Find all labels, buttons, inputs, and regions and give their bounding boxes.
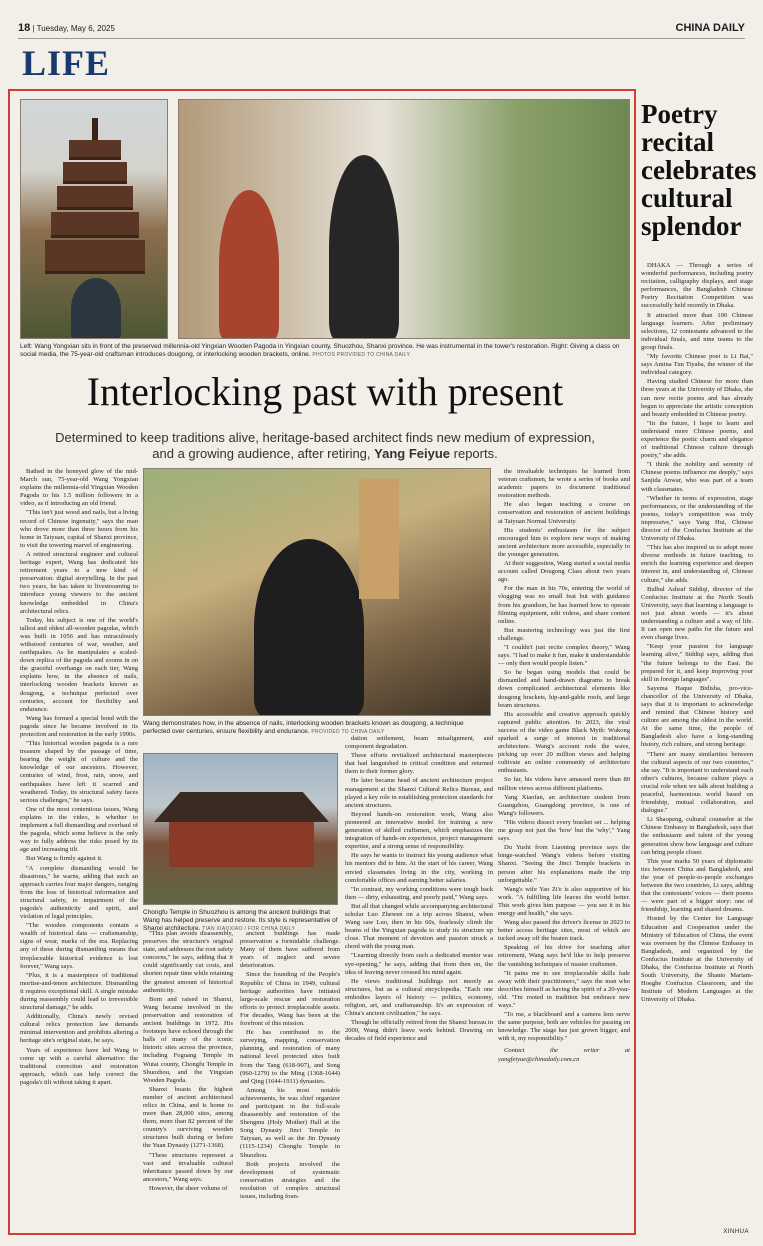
- paragraph: For the man in his 70s, entering the world of vlogging was no small feat but with guidance from his grandson, he has learned how to operate filming equipment, edit videos, and share content online.: [498, 585, 630, 625]
- paragraph: Bathed in the honeyed glow of the mid-March sun, 75-year-old Wang Yongxian explains the millennia-old Yingxian Wooden Pagoda to his 1.5 million followers in a video, as if introducing an old friend.: [20, 468, 138, 508]
- paragraph: "Plus, it is a masterpiece of traditional mortise-and-tenon architecture. Dismantling it requires exceptional skill. A single mistake during reassembly could lead to irreversible structural damage," he adds.: [20, 971, 138, 1012]
- temple-photo: [143, 753, 338, 905]
- paragraph: "I think the nobility and serenity of Chinese poems influence me deeply," says Sanjida Anwar, who was part of a team with classmates.: [641, 461, 753, 493]
- paragraph: ancient buildings has made preservation a formidable challenge. Many of them have suffered from years of neglect and severe deterioration.: [240, 930, 340, 970]
- paragraph: "This historical wooden pagoda is a rare treasure shaped by the passage of time, bearing the weight of culture and the knowledge of our ancestors. However, centuries of wind, frost, rain, snow, and earthquakes have left it scarred and weathered. Today, its structural safety faces serious challenges," he says.: [20, 740, 138, 804]
- paragraph: Shanxi boasts the highest number of ancient architectural relics in China, and is home to more than 28,000 sites, among them, more than 82 percent of the country's surviving wooden structures built during or before the Yuan Dynasty (1271-1368).: [143, 1085, 233, 1150]
- paragraph: "Whether in terms of expression, stage performances, or the understanding of the poems, today's competition was truly impressive," says Yang Hui, Chinese director of the Confucius Institute at the University of Dhaka.: [641, 494, 753, 543]
- paragraph: Li Shaopeng, cultural counselor at the Chinese Embassy in Bangladesh, says that the enthusiasm and talent of the young generation show how language and culture can bring people closer.: [641, 816, 753, 856]
- paragraph: So far, his videos have amassed more than 80 million views across different platforms.: [498, 776, 630, 792]
- paragraph: "A complete dismantling would be disastrous," he warns, adding that such an approach carries four major dangers, ranging from the loss of historical information and structural safety, to impairment of the pagoda's authenticity and spirit, and violation of legal principles.: [20, 864, 138, 921]
- wang-demo-figure: [254, 539, 364, 716]
- paragraph: "The wooden components contain a wealth of historical data — craftsmanship, signs of wear, marks of the era. Replacing any of these during dismantling means that irreplaceable historical evidence is lost forever," Wang says.: [20, 922, 138, 970]
- paragraph: His accessible and creative approach quickly captured public attention. In 2023, the viral success of the video game Black Myth: Wukong sparked a surge of interest in traditional architecture. Wang's account rode the wave, picking up over 20 million views and helping cultivate an online community of architecture enthusiasts.: [498, 710, 630, 775]
- paragraph: Du Yushi from Liaoning province says the binge-watched Wang's videos before visiting Shanxi. "Seeing the Jinci Temple brackets in person after his explanations made the trip unforgettable.": [498, 844, 630, 884]
- page-header: [18, 20, 745, 36]
- paragraph: "This plan avoids disassembly, preserves the structure's original state, and addresses the root safety concerns," he says, adding that it could significantly cut costs, and shorten repair time while retaining the greatest amount of historical authenticity.: [143, 930, 233, 994]
- paragraph: Wang has formed a special bond with the pagoda since he became involved in its protection and restoration in the early 1990s.: [20, 714, 138, 738]
- classroom-photo: [178, 99, 630, 339]
- paragraph: "Keep your passion for language learning alive," Siddiqi says, adding that "the future belongs to the East. Be prepared for it, and keep improving your skill in foreign languages".: [641, 643, 753, 683]
- temple-roof: [154, 792, 329, 822]
- paragraph: But all that changed while accompanying architectural scholar Luo Zhewen on a trip across Shanxi, when Wang saw Luo, then in his 60s, fearlessly climb the beams of the Yingxian pagoda to study its structure up close. That moment of devotion and passion struck a chord with the young man.: [345, 902, 493, 951]
- byline-author: Yang Feiyue: [374, 446, 451, 461]
- paragraph: This year marks 50 years of diplomatic ties between China and Bangladesh, and the year of people-to-people exchanges between the two countries, Li says, adding that the contestants' voices — their poems — were part of a bigger story: one of friendship, learning and shared dreams.: [641, 857, 753, 914]
- paragraph: It attracted more than 100 Chinese language learners. After preliminary selections, 12 contestants advanced to the individual finals, and nine teams to the group finals.: [641, 311, 753, 351]
- bottom-photo-caption: Chongfu Temple in Shuozhou is among the ancient buildings that Wang has helped preserve and restore. Its style is representative of Shanxi architecture. TIAN XIAOXIAO / FOR CHINA DAILY: [143, 909, 338, 932]
- paragraph: Wang also passed the driver's license in 2023 to better access heritage sites, most of which are tucked away off the beaten track.: [498, 919, 630, 943]
- pagoda-photo: [20, 99, 168, 339]
- teacher-figure: [329, 155, 399, 339]
- paragraph: "His videos dissect every bracket set ... helping me grasp not just the 'how' but the 'why'," Yang says.: [498, 818, 630, 843]
- paragraph: He also began teaching a course on conservation and restoration of ancient buildings at Taiyuan Normal University.: [498, 501, 630, 525]
- paragraph: He says he wants to instruct his young audience what his mentors did to him. At the start of his career, Wang envied classmates living in the city, working in comfortable offices and earning better salaries.: [345, 852, 493, 884]
- paragraph: Though he officially retired from the Shanxi bureau in 2000, Wang didn't leave work behind. Drawing on decades of field experience and: [345, 1019, 493, 1043]
- article-column-4: [345, 735, 493, 1230]
- paragraph: Among his most notable achievements, he was chief organizer and participant in the full-scale disassembly and restoration of the Shengmu (Holy Mother) Hall at the Song Dynasty Jinci Temple in Taiyuan, as well as the Jin Dynasty (1115-1234) Chongfu Temple in Shuozhou.: [240, 1086, 340, 1159]
- temple-hall: [169, 822, 314, 867]
- paragraph: DHAKA — Through a series of wonderful performances, including poetry recitation, calligraphy displays, and stage performances, the Bangladesh Chinese Poetry Recitation Competition was successfully held recently in Dhaka.: [641, 262, 753, 310]
- pagoda-illustration: [41, 118, 149, 278]
- paragraph: Speaking of his drive for teaching after retirement, Wang says he'd like to help preserve the vanishing techniques of master craftsmen.: [498, 944, 630, 968]
- paragraph: "This isn't just wood and nails, but a living record of Chinese ingenuity," says the man who drove more than three hours from his home in Taiyuan, capital of Shanxi province, to visit the towering marvel of engineering.: [20, 509, 138, 549]
- paragraph: One of the most contentious issues, Wang explains in the video, is whether to implement a full dismantling and overhaul of the pagoda, which some believe is the only way to fully address the risks posed by its age and increasing tilt.: [20, 805, 138, 854]
- sidebar-headline: Poetry recital celebrates cultural splendor: [641, 99, 757, 241]
- paragraph: "To me, a blackboard and a camera lens serve the same purpose, both are vehicles for passing on knowledge. The stage has just grown bigger, and with it, my responsibility.": [498, 1011, 630, 1043]
- paragraph: "This has also inspired us to adopt more diverse methods in future teaching, to enrich the learning experience and deepen interest in, and understanding of, Chinese culture," she adds.: [641, 544, 753, 584]
- paragraph: "In contrast, my working conditions were tough back then — dirty, exhausting, and poorly paid," Wang says.: [345, 885, 493, 901]
- dougong-photo: [143, 468, 491, 716]
- paragraph: "In the future, I hope to learn and understand more Chinese poems, and experience the poetic charm and elegance of traditional Chinese culture through poetry," she adds.: [641, 419, 753, 460]
- paragraph: Wang's wife Yao Zi'e is also supportive of his work. "A fulfilling life leaves the world better. This work gives him purpose — you see it in his energy and health," she says.: [498, 885, 630, 917]
- paragraph: Beyond hands-on restoration work, Wang also pioneered an innovative model for training a new generation of skilled craftsmen, which emphasizes the integration of hands-on experience, project management expertise, and a strong sense of responsibility.: [345, 810, 493, 851]
- middle-photo-caption: Wang demonstrates how, in the absence of nails, interlocking wooden brackets known as dougong, a technique perfected over centuries, ensure flexibility and endurance. PROVIDED TO CHINA DAILY: [143, 720, 464, 735]
- paragraph: Since the founding of the People's Republic of China in 1949, cultural heritage authorities have initiated large-scale rescue and restoration efforts to protect irreplaceable assets. For decades, Wang has been at the forefront of this mission.: [240, 971, 340, 1028]
- section-title: LIFE: [22, 43, 111, 83]
- paragraph: He has contributed to the surveying, mapping, conservation planning, and restoration of many national level protected sites built from the Tang (618-907), and Song (960-1279) to the Ming (1368-1644) and Qing (1644-1911) dynasties.: [240, 1029, 340, 1085]
- paragraph: Both projects involved the development of systematic conservation strategies and the resolution of complex structural issues, including foun-: [240, 1160, 340, 1200]
- paragraph: So he began using models that could be dismantled and hand-drawn diagrams to break down complicated architectural elements like dougong brackets, hip-and-gable roofs, and large beam structures.: [498, 669, 630, 709]
- paragraph: At their suggestion, Wang started a social media account called Dougong Class about two years ago.: [498, 560, 630, 584]
- paragraph: "I couldn't just recite complex theory," Wang says. "I had to make it fun, make it understandable — only then would people listen.": [498, 643, 630, 668]
- sidebar-column: [641, 262, 753, 1222]
- paragraph: Having studied Chinese for more than three years at the University of Dhaka, she can now recite poems and has already begun to appreciate the artistic conception and beauty embedded in Chinese poetry.: [641, 378, 753, 418]
- paragraph: "These structures represent a vast and invaluable cultural inheritance passed down by our ancestors," Wang says.: [143, 1151, 233, 1183]
- paragraph: He views traditional buildings not merely as structures, but as a cultural encyclopedia. "Each one embodies layers of history — politics, economy, religion, art, and craftsmanship. It's an expression of China's ancient civilization," he says.: [345, 977, 493, 1018]
- paragraph: Born and raised in Shanxi, Wang became involved in the preservation and restoration of ancient buildings in 1972. His footsteps have echoed through the halls of many of the iconic historic sites across the province, including Foguang Temple in Wutai county, Chongfu Temple in Shuozhou, and the Yingxian Wooden Pagoda.: [143, 995, 233, 1084]
- paragraph: He later became head of ancient architecture project management at the Shanxi Cultural Relics Bureau, and played a key role in establishing protection standards for ancient structures.: [345, 777, 493, 809]
- paragraph: "My favorite Chinese poet is Li Bai," says Amina Tun Tiyaba, the winner of the individual category.: [641, 353, 753, 377]
- article-column-1: [20, 468, 138, 1208]
- dougong-model: [359, 479, 399, 599]
- writer-contact: Contact the writer at yangfeiyue@chinadaily.com.cn: [498, 1047, 630, 1063]
- top-photo-caption: Left: Wang Yongxian sits in front of the preserved millennia-old Yingxian Wooden Pagoda in Yingxian county, Shuozhou, Shanxi province. He was instrumental in the tower's restoration. Right: Giving a class on social media, the 75-year-old craftsman introduces dougong, or interlocking wooden brackets, online. PHOTOS PROVIDED TO CHINA DAILY: [20, 343, 620, 358]
- sidebar-source: XINHUA: [723, 1229, 749, 1235]
- header-rule: [18, 38, 745, 39]
- paragraph: However, the sheer volume of: [149, 1184, 228, 1192]
- paragraph: A retired structural engineer and cultural heritage expert, Wang has dedicated his retirement years to a new kind of preservation: digital storytelling. In the past two years, he has taken to livestreaming to introduce young viewers to the ancient knowledge embedded in China's architectural relics.: [20, 550, 138, 615]
- paragraph: Additionally, China's newly revised cultural relics protection law demands minimal intervention and prohibits altering a heritage site's original state, he says.: [20, 1013, 138, 1045]
- paragraph: "There are many similarities between the cultural aspects of our two countries," she say. "It is important to understand each other's cultures, because culture plays a crucial role when we talk about building a peaceful, harmonious world based on friendship, mutual collaboration, and dialogue.": [641, 750, 753, 815]
- paragraph: dation settlement, beam misalignment, and component degradation.: [345, 735, 493, 751]
- paragraph: His students' enthusiasm for the subject encouraged him to explore new ways of making ancient architecture more accessible, especially to the younger generation.: [498, 526, 630, 558]
- paragraph: Yang Xiaofan, an architecture student from Guangzhou, Guangdong province, is one of Wang's followers.: [498, 793, 630, 817]
- paragraph: Sayema Haque Bidisha, pro-vice-chancellor of the University of Dhaka, says that it is important to acknowledge and remind that Chinese history and culture are among the oldest in the world. At the same time, the people of Bangladesh also have a long-standing history, rich culture, and strong heritage.: [641, 684, 753, 749]
- paragraph: Hosted by the Center for Language Education and Cooperation under the Ministry of Education of China, the event was overseen by the Chinese Embassy in Bangladesh, and organized by the Confucius Institute at the University of Dhaka, the Confucius Institute at North South University, the Shanto Mariam-Hoeghe Confucius Classroom, and the Institute of Modern Languages at the University of Dhaka.: [641, 915, 753, 1004]
- paragraph: "Learning directly from such a dedicated mentor was eye-opening," he says, adding that from then on, the idea of leaving never crossed his mind again.: [345, 952, 493, 976]
- paragraph: These efforts revitalized architectural masterpieces that had languished in critical condition and returned them to their former glory.: [345, 752, 493, 776]
- article-column-3: [240, 930, 340, 1230]
- article-column-5: [498, 468, 630, 1233]
- article-column-2: [143, 930, 233, 1230]
- paragraph: the invaluable techniques he learned from veteran craftsmen, he wrote a series of books and academic papers to document traditional restoration methods.: [498, 468, 630, 500]
- headline: Interlocking past with present: [86, 369, 564, 414]
- deck: Determined to keep traditions alive, heritage-based architect finds new medium of expression, and a growing audience, after retiring, Yang Feiyue reports.: [55, 430, 595, 461]
- paragraph: "It pains me to see irreplaceable skills fade away with their practitioners," says the man who describes himself as having the spirit of a 20-year-old. "I'm rooted in tradition but embrace new ways.": [498, 969, 630, 1009]
- paragraph: Years of experience have led Wang to come up with a careful alternative: the traditional correction and restoration approach, which can help correct the pagoda's tilt without taking it apart.: [20, 1046, 138, 1086]
- paragraph: Today, his subject is one of the world's tallest and oldest all-wooden pagodas, which was built in 1056 and has miraculously withstood centuries of war, weather, and earthquakes. As he manipulates a scaled-down replica of the pagoda and zooms in on the graceful overhangs on each tier, Wang explains how, in the absence of nails, interlocking wooden brackets known as dougong, a technique perfected over centuries, account for flexibility and endurance.: [20, 616, 138, 713]
- page-info: 18 | Tuesday, May 6, 2025: [18, 22, 115, 34]
- paragraph: Bulbul Ashraf Siddiqi, director of the Confucius Institute at the North South University, says that learning a language is not just about words — it's about understanding a culture and a way of life. It can open new paths for the future and even change lives.: [641, 585, 753, 642]
- wang-figure: [71, 278, 121, 339]
- newspaper-name: CHINA DAILY: [675, 22, 745, 34]
- student-figure: [219, 190, 279, 339]
- paragraph: But Wang is firmly against it.: [26, 855, 103, 863]
- paragraph: But mastering technology was just the first challenge.: [498, 626, 630, 642]
